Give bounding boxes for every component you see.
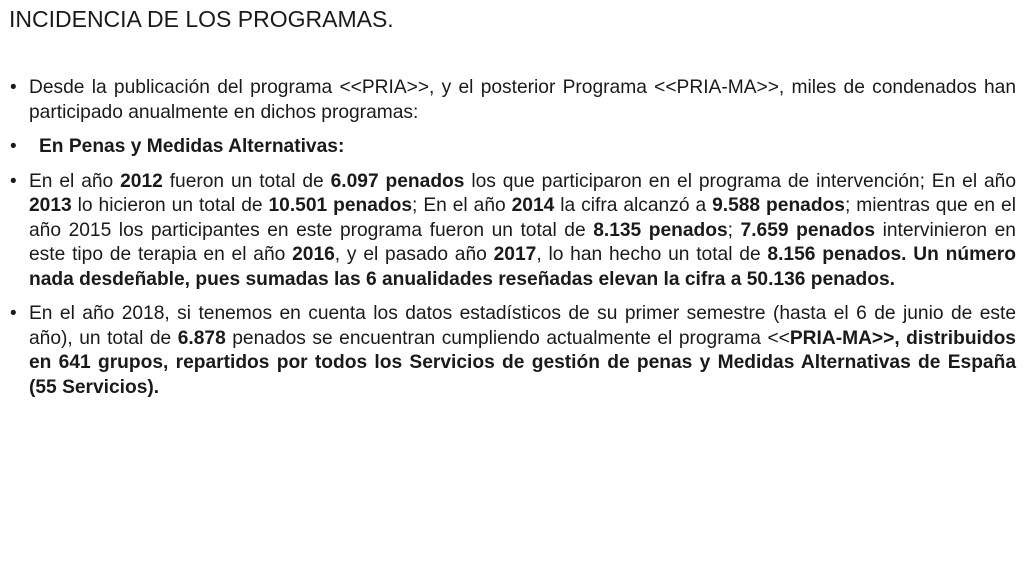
count-2014: 9.588 penados xyxy=(712,195,845,216)
count-2013: 10.501 penados xyxy=(268,195,413,216)
year-2012: 2012 xyxy=(120,170,163,192)
bullet-marker: • xyxy=(10,77,17,98)
text-segment: En el año 2018, si tenemos en cuenta los datos estadísticos de su primer semestre (hasta el 6 de junio de este año), un total de xyxy=(29,303,1016,349)
count-2018: 6.878 xyxy=(177,327,226,349)
bullet-intro-text: Desde la publicación del programa <<PRIA>>, y el posterior Programa <<PRIA-MA>>, miles de condenados han participado anualmente en dichos programas: xyxy=(29,77,1016,123)
count-2012: 6.097 penados xyxy=(330,170,465,192)
text-segment: fueron un total de xyxy=(162,170,331,192)
count-2016: 7.659 penados xyxy=(740,219,876,241)
slide-title: INCIDENCIA DE LOS PROGRAMAS. xyxy=(9,6,394,32)
count-2015: 8.135 penados xyxy=(593,219,728,241)
year-2014: 2014 xyxy=(511,195,555,216)
year-2016: 2016 xyxy=(292,244,335,265)
bullet-2018-figures xyxy=(10,302,1016,400)
bullet-section-heading xyxy=(10,135,1016,160)
text-segment: ; xyxy=(727,219,741,241)
text-segment: ; mientras que en el año 2015 los participantes en este programa fueron un total de xyxy=(29,195,1016,241)
text-segment: intervinieron en este tipo de terapia en el año xyxy=(29,219,1016,265)
bullet-list xyxy=(10,76,1016,410)
program-distribution: PRIA-MA>>, distribuidos en 641 grupos, repartidos por todos los Servicios de gestión de penas y Medidas Alternativas de España (55 Servicios). xyxy=(29,327,1016,398)
bullet-intro xyxy=(10,76,1016,125)
text-segment: penados se encuentran cumpliendo actualmente el programa << xyxy=(225,327,790,349)
bullet-yearly-figures xyxy=(10,170,1016,293)
text-segment: ; En el año xyxy=(412,195,512,216)
text-segment: En el año xyxy=(29,170,121,192)
bullet-marker: • xyxy=(10,303,17,324)
section-heading-text: En Penas y Medidas Alternativas: xyxy=(39,136,345,157)
text-segment: , y el pasado año xyxy=(334,244,494,265)
bullet-marker: • xyxy=(10,170,17,192)
year-2013: 2013 xyxy=(29,195,72,216)
bullet-marker: • xyxy=(10,136,17,157)
text-segment: lo hicieron un total de xyxy=(71,195,269,216)
text-segment: , lo han hecho un total de xyxy=(536,244,768,265)
year-2017: 2017 xyxy=(493,244,537,265)
text-segment: los que participaron en el programa de intervención; En el año xyxy=(464,170,1016,192)
count-2017-and-total: 8.156 penados. Un número nada desdeñable, pues sumadas las 6 anualidades reseñadas elevan la cifra a 50.136 penados. xyxy=(29,244,1016,290)
text-segment: la cifra alcanzó a xyxy=(554,195,713,216)
